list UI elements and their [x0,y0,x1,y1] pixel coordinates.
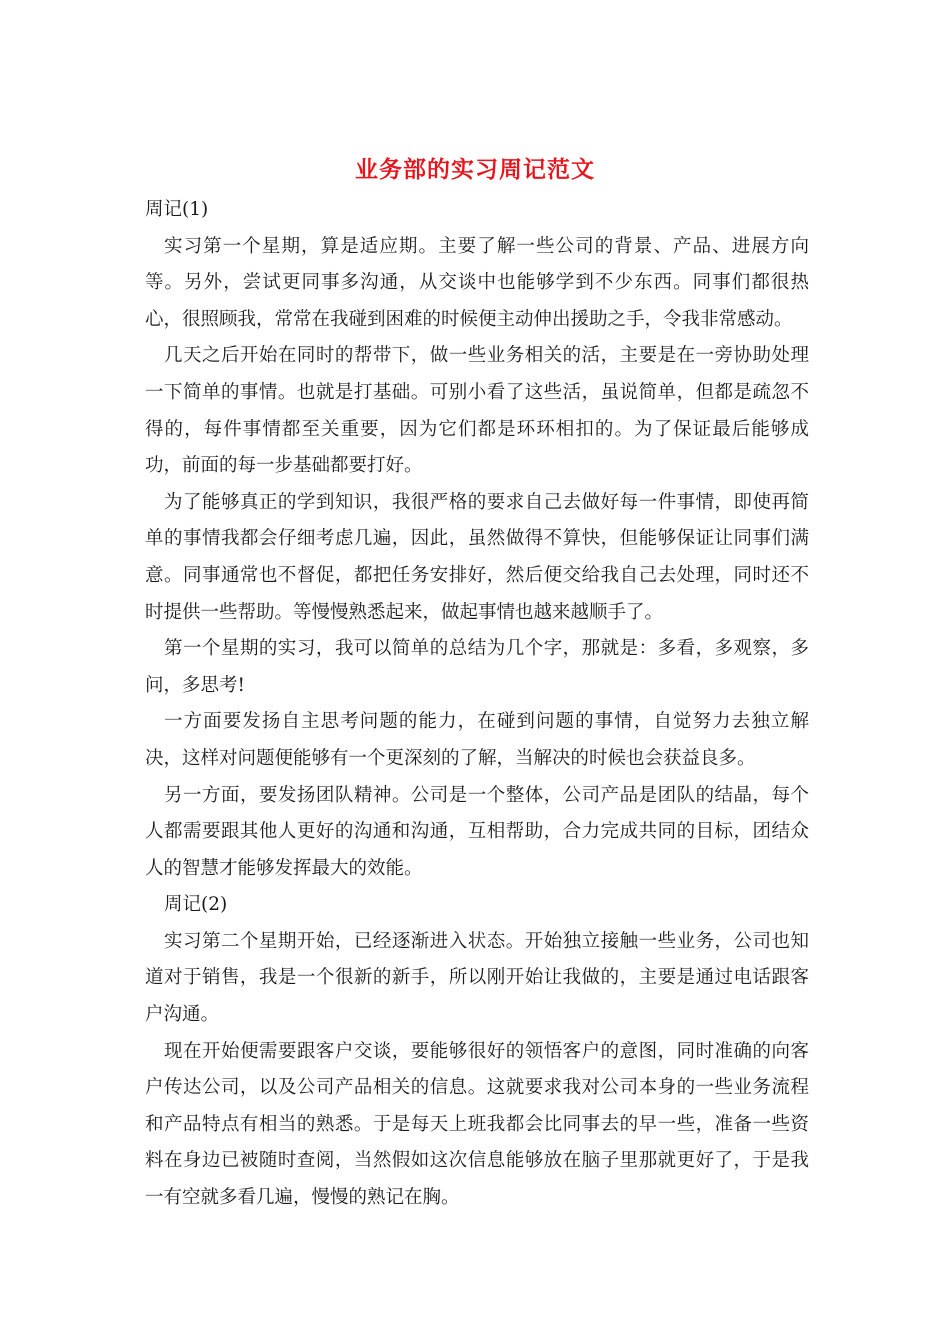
document-body [145,192,809,1217]
paragraph: 一方面要发扬自主思考问题的能力，在碰到问题的事情，自觉努力去独立解决，这样对问题便能够有一个更深刻的了解，当解决的时候也会获益良多。 [145,711,809,769]
section-heading-week-1: 周记(1) [145,199,209,220]
paragraph: 实习第二个星期开始，已经逐渐进入状态。开始独立接触一些业务，公司也知道对于销售，我是一个很新的新手，所以刚开始让我做的，主要是通过电话跟客户沟通。 [145,930,809,1026]
paragraph: 另一方面，要发扬团队精神。公司是一个整体，公司产品是团队的结晶，每个人都需要跟其他人更好的沟通和沟通，互相帮助，合力完成共同的目标，团结众人的智慧才能够发挥最大的效能。 [145,784,809,879]
paragraph: 为了能够真正的学到知识，我很严格的要求自己去做好每一件事情，即使再简单的事情我都会仔细考虑几遍，因此，虽然做得不算快，但能够保证让同事们满意。同事通常也不督促，都把任务安排好，然后便交给我自己去处理，同时还不时提供一些帮助。等慢慢熟悉起来，做起事情也越来越顺手了。 [145,491,809,623]
paragraph: 几天之后开始在同时的帮带下，做一些业务相关的活，主要是在一旁协助处理一下简单的事情。也就是打基础。可别小看了这些活，虽说简单，但都是疏忽不得的，每件事情都至关重要，因为它们都是环环相扣的。为了保证最后能够成功，前面的每一步基础都要打好。 [145,345,809,477]
paragraph: 第一个星期的实习，我可以简单的总结为几个字，那就是：多看，多观察，多问，多思考! [145,638,809,696]
paragraph: 现在开始便需要跟客户交谈，要能够很好的领悟客户的意图，同时准确的向客户传达公司，以及公司产品相关的信息。这就要求我对公司本身的一些业务流程和产品特点有相当的熟悉。于是每天上班我都会比同事去的早一些，准备一些资料在身边已被随时查阅，当然假如这次信息能够放在脑子里那就更好了，于是我一有空就多看几遍，慢慢的熟记在胸。 [145,1040,809,1209]
document-title: 业务部的实习周记范文 [355,156,595,183]
section-heading-week-2: 周记(2) [164,894,228,916]
paragraph: 实习第一个星期，算是适应期。主要了解一些公司的背景、产品、进展方向等。另外，尝试更同事多沟通，从交谈中也能够学到不少东西。同事们都很热心，很照顾我，常常在我碰到困难的时候便主动伸出援助之手，令我非常感动。 [145,235,809,330]
